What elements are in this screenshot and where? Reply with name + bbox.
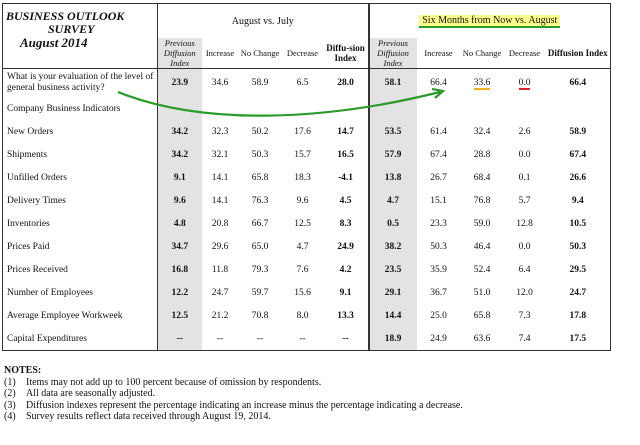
- cell: 0.5: [369, 212, 417, 235]
- note-item: [4, 388, 636, 400]
- row-label: Prices Paid: [7, 241, 50, 252]
- row-label: Inventories: [7, 218, 50, 229]
- note-item: [4, 411, 636, 423]
- cell: 32.3: [211, 126, 229, 137]
- row-label: Prices Received: [7, 264, 68, 275]
- row-label: Delivery Times: [7, 195, 66, 206]
- cell: 7.6: [296, 264, 309, 275]
- survey-title: [3, 4, 158, 69]
- cell: 9.6: [296, 195, 309, 206]
- cell: 29.6: [211, 241, 229, 252]
- cell: 9.1: [158, 166, 202, 189]
- cell: 36.7: [430, 287, 447, 298]
- cell: 12.0: [516, 287, 533, 298]
- cell: 4.7: [369, 189, 417, 212]
- cell: 6.5: [296, 77, 309, 88]
- cell: 6.4: [518, 264, 531, 275]
- cell: 34.6: [211, 77, 229, 88]
- cell: 57.9: [369, 143, 417, 166]
- cell: 58.9: [569, 126, 587, 137]
- cell: 4.5: [324, 189, 369, 212]
- cell: 9.4: [571, 195, 584, 206]
- cell: 4.7: [296, 241, 309, 252]
- cell: 15.6: [294, 287, 311, 298]
- col-header: No Change: [240, 48, 280, 58]
- question-label: What is your evaluation of the level of general business activity?: [7, 72, 154, 93]
- cell: --: [158, 327, 202, 351]
- cell: 14.4: [369, 304, 417, 327]
- indicator-rows: [3, 120, 611, 351]
- cell: [504, 69, 546, 98]
- cell: 4.8: [158, 212, 202, 235]
- cell: -4.1: [324, 166, 369, 189]
- table-row: [3, 189, 611, 212]
- note-text: Items may not add up to 100 percent because of omission by respondents.: [26, 376, 322, 388]
- cell: 18.9: [369, 327, 417, 351]
- cell: 25.0: [430, 310, 447, 321]
- cell: 20.8: [211, 218, 229, 229]
- cell: 67.4: [569, 149, 587, 160]
- cell: 12.8: [516, 218, 533, 229]
- cell: 11.8: [211, 264, 229, 275]
- cell: 24.7: [569, 287, 587, 298]
- cell: 24.9: [324, 235, 369, 258]
- note-text: Diffusion indexes represent the percentage indicating an increase minus the percentage indicating a decrease.: [26, 399, 463, 411]
- cell: 26.7: [430, 172, 447, 183]
- row-label: Shipments: [7, 149, 48, 160]
- cell: [461, 69, 504, 98]
- cell: 28.8: [473, 149, 491, 160]
- col-header: Decrease: [508, 48, 541, 58]
- cell: 9.1: [324, 281, 369, 304]
- row-label: New Orders: [7, 126, 54, 137]
- cell: 12.5: [158, 304, 202, 327]
- cell: 59.0: [473, 218, 491, 229]
- cell: 46.4: [473, 241, 491, 252]
- note-text: All data are seasonally adjusted.: [26, 388, 156, 399]
- cell: 17.6: [294, 126, 311, 137]
- survey-table: [2, 3, 611, 351]
- cell: --: [256, 333, 264, 344]
- cell: 26.6: [569, 172, 587, 183]
- cell: --: [299, 333, 306, 344]
- cell: 67.4: [430, 149, 447, 160]
- col-header: Increase: [205, 48, 235, 58]
- cell: 52.4: [473, 264, 491, 275]
- cell: 7.4: [518, 333, 531, 344]
- cell: 24.9: [430, 333, 447, 344]
- title-line1: BUSINESS OUTLOOK: [6, 9, 125, 23]
- table-row: [3, 166, 611, 189]
- notes-heading: NOTES:: [4, 365, 42, 376]
- cell: 16.5: [324, 143, 369, 166]
- cell: 65.8: [251, 172, 269, 183]
- cell: 15.1: [430, 195, 447, 206]
- cell: --: [216, 333, 224, 344]
- row-label: Average Employee Workweek: [7, 310, 123, 321]
- cell: 34.7: [158, 235, 202, 258]
- cell: 65.0: [251, 241, 269, 252]
- cell: 4.2: [324, 258, 369, 281]
- cell: 32.4: [473, 126, 491, 137]
- row-label: Unfilled Orders: [7, 172, 67, 183]
- row-label: Number of Employees: [7, 287, 94, 298]
- group-header-right-label: Six Months from Now vs. August: [419, 15, 560, 28]
- cell: 58.1: [369, 69, 417, 98]
- col-header: Diffu-sion Index: [324, 38, 369, 69]
- note-item: [4, 400, 636, 412]
- cell: 34.2: [158, 120, 202, 143]
- cell: 50.3: [430, 241, 447, 252]
- group-header-right: [369, 4, 611, 39]
- cell-value: 0.0: [518, 77, 531, 88]
- cell: 53.5: [369, 120, 417, 143]
- cell: 2.6: [518, 126, 531, 137]
- cell: 0.0: [518, 149, 531, 160]
- note-number: (3): [4, 399, 16, 411]
- cell: 50.2: [251, 126, 269, 137]
- cell: 51.0: [473, 287, 491, 298]
- row-label: Capital Expenditures: [7, 333, 87, 344]
- cell: 63.6: [473, 333, 491, 344]
- cell: 28.0: [324, 69, 369, 98]
- note-number: (4): [4, 411, 16, 422]
- cell: 10.5: [569, 218, 587, 229]
- cell: 21.2: [211, 310, 229, 321]
- cell: 29.5: [569, 264, 587, 275]
- cell: 50.3: [569, 241, 587, 252]
- cell: 8.0: [296, 310, 309, 321]
- cell: 68.4: [473, 172, 491, 183]
- cell: 0.1: [518, 172, 531, 183]
- cell-value: 33.6: [473, 77, 491, 88]
- cell: 79.3: [251, 264, 269, 275]
- note-item: [4, 377, 636, 389]
- table-row: [3, 235, 611, 258]
- title-line3: August 2014: [20, 35, 88, 50]
- cell: 34.2: [158, 143, 202, 166]
- group-header-left: August vs. July: [158, 4, 369, 39]
- cell: 65.8: [473, 310, 491, 321]
- table-row: [3, 327, 611, 351]
- cell: 35.9: [430, 264, 447, 275]
- cell: 17.5: [569, 333, 587, 344]
- col-header: Previous Diffusion Index: [158, 38, 202, 69]
- cell: 61.4: [430, 126, 447, 137]
- cell: 9.6: [158, 189, 202, 212]
- table-row: [3, 281, 611, 304]
- cell: 13.8: [369, 166, 417, 189]
- cell: 12.2: [158, 281, 202, 304]
- cell: 15.7: [294, 149, 311, 160]
- cell: 13.3: [324, 304, 369, 327]
- cell: 5.7: [518, 195, 531, 206]
- col-header: Diffusion Index: [547, 48, 608, 58]
- cell: 8.3: [324, 212, 369, 235]
- cell: 16.8: [158, 258, 202, 281]
- table-row: [3, 258, 611, 281]
- table-row: [3, 120, 611, 143]
- col-header: No Change: [462, 48, 502, 58]
- note-text: Survey results reflect data received through August 19, 2014.: [26, 411, 271, 422]
- cell: 23.9: [158, 69, 202, 98]
- col-header: Decrease: [286, 48, 319, 58]
- cell: 66.7: [251, 218, 269, 229]
- cell: 12.5: [294, 218, 311, 229]
- cell: 14.1: [211, 172, 229, 183]
- table-row: [3, 143, 611, 166]
- cell: 14.1: [211, 195, 229, 206]
- cell: 17.8: [569, 310, 587, 321]
- cell: 23.3: [430, 218, 447, 229]
- cell: 24.7: [211, 287, 229, 298]
- cell: 50.3: [251, 149, 269, 160]
- cell: 32.1: [211, 149, 229, 160]
- table-row: [3, 212, 611, 235]
- note-number: (1): [4, 376, 16, 388]
- cell: 18.3: [294, 172, 311, 183]
- title-line2: SURVEY: [48, 22, 95, 36]
- cell: 7.3: [518, 310, 531, 321]
- cell: 70.8: [251, 310, 269, 321]
- section-label: Company Business Indicators: [7, 103, 121, 114]
- cell: 38.2: [369, 235, 417, 258]
- cell: 58.9: [251, 77, 269, 88]
- notes-list: [4, 377, 636, 423]
- cell: 59.7: [251, 287, 269, 298]
- cell: 76.8: [473, 195, 491, 206]
- cell: --: [324, 327, 369, 351]
- cell: 66.4: [569, 77, 587, 88]
- col-header: Increase: [424, 48, 453, 58]
- cell: 76.3: [251, 195, 269, 206]
- cell: 66.4: [430, 77, 447, 88]
- col-header: Previous Diffusion Index: [369, 38, 417, 69]
- notes: [4, 365, 636, 423]
- note-number: (2): [4, 388, 16, 399]
- cell: 14.7: [324, 120, 369, 143]
- table-row: [3, 304, 611, 327]
- cell: 0.0: [518, 241, 531, 252]
- cell: 23.5: [369, 258, 417, 281]
- cell: 29.1: [369, 281, 417, 304]
